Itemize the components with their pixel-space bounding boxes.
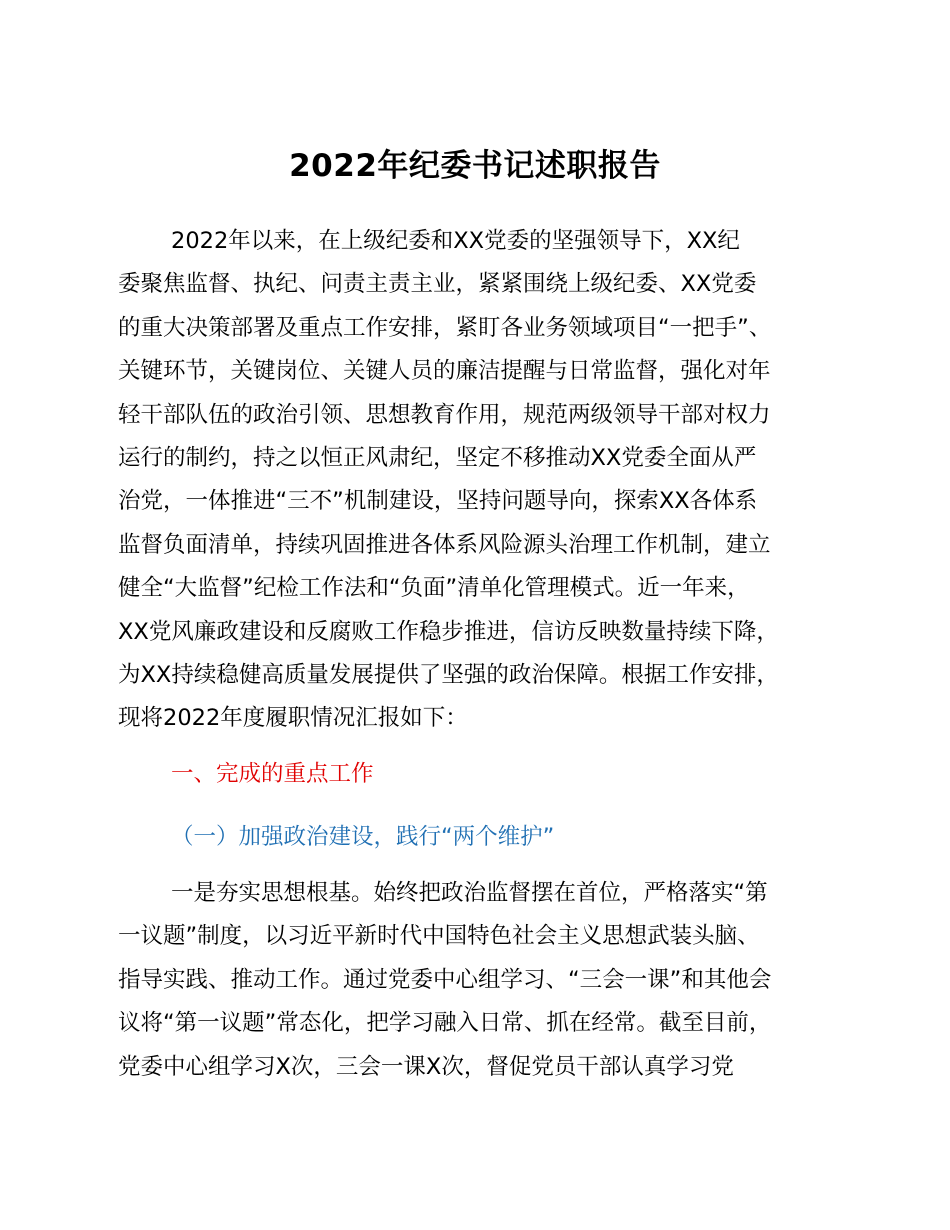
paragraph-line: 2022年以来，在上级纪委和XX党委的坚强领导下，XX纪	[171, 228, 740, 254]
document-title: 2022年纪委书记述职报告	[289, 148, 661, 184]
paragraph-line: 监督负面清单，持续巩固推进各体系风险源头治理工作机制，建立	[118, 531, 771, 558]
body-paragraph	[118, 872, 858, 1089]
paragraph-line: 一议题”制度，以习近平新时代中国特色社会主义思想武装头脑、	[118, 923, 760, 950]
paragraph-line: 轻干部队伍的政治引领、思想教育作用，规范两级领导干部对权力	[118, 401, 771, 428]
paragraph-line: 的重大决策部署及重点工作安排，紧盯各业务领域项目“一把手”、	[118, 314, 772, 341]
section-heading: 一、完成的重点工作	[171, 761, 374, 787]
subsection-heading: （一）加强政治建设，践行“两个维护”	[171, 824, 555, 850]
paragraph-line: 委聚焦监督、执纪、问责主责主业，紧紧围绕上级纪委、XX党委	[118, 271, 757, 298]
paragraph-line: 健全“大监督”纪检工作法和“负面”清单化管理模式。近一年来，	[118, 575, 750, 602]
intro-paragraph	[118, 220, 858, 741]
paragraph-line: XX党风廉政建设和反腐败工作稳步推进，信访反映数量持续下降，	[118, 618, 779, 645]
paragraph-line: 为XX持续稳健高质量发展提供了坚强的政治保障。根据工作安排，	[118, 661, 779, 688]
paragraph-line: 党委中心组学习X次，三会一课X次，督促党员干部认真学习党	[118, 1053, 734, 1080]
paragraph-line: 一是夯实思想根基。始终把政治监督摆在首位，严格落实“第	[171, 880, 768, 906]
paragraph-line: 运行的制约，持之以恒正风肃纪，坚定不移推动XX党委全面从严	[118, 444, 757, 471]
paragraph-line: 指导实践、推动工作。通过党委中心组学习、“三会一课”和其他会	[118, 966, 772, 993]
paragraph-line: 治党，一体推进“三不”机制建设，坚持问题导向，探索XX各体系	[118, 488, 758, 515]
paragraph-line: 现将2022年度履职情况汇报如下：	[118, 705, 468, 732]
paragraph-line: 议将“第一议题”常态化，把学习融入日常、抓在经常。截至目前，	[118, 1010, 772, 1037]
paragraph-line: 关键环节，关键岗位、关键人员的廉洁提醒与日常监督，强化对年	[118, 358, 771, 385]
